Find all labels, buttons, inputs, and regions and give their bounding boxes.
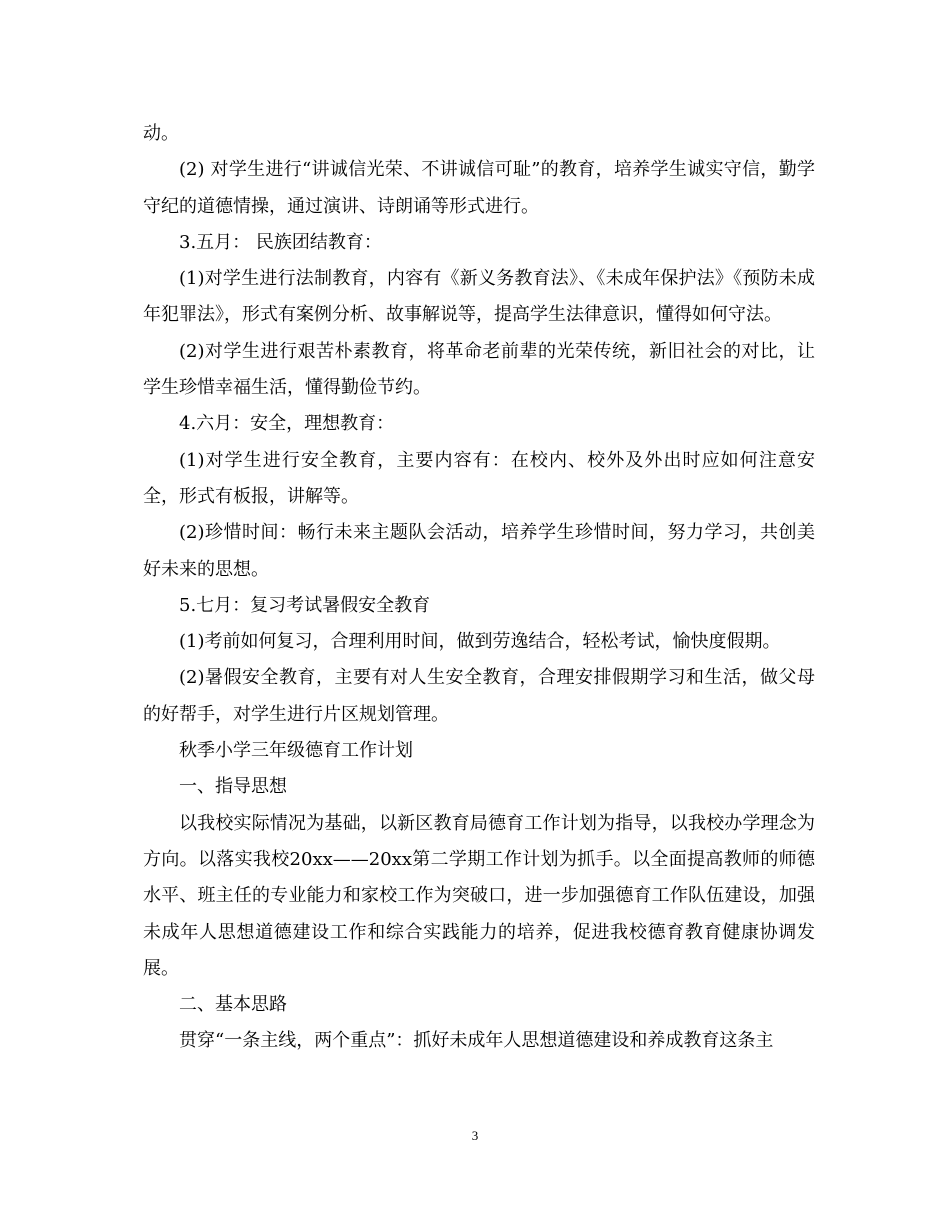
paragraph: 以我校实际情况为基础，以新区教育局德育工作计划为指导，以我校办学理念为方向。以落实我校20xx——20xx第二学期工作计划为抓手。以全面提高教师的师德水平、班主任的专业能力和家校工作为突破口，进一步加强德育工作队伍建设，加强未成年人思想道德建设工作和综合实践能力的培养，促进我校德育教育健康协调发展。 xyxy=(143,812,815,979)
section-heading-basic-approach: 二、基本思路 xyxy=(179,994,287,1016)
paragraph: (2)暑假安全教育，主要有对人生安全教育，合理安排假期学习和生活，做父母的好帮手，对学生进行片区规划管理。 xyxy=(143,667,815,725)
paragraph: (1)对学生进行安全教育，主要内容有：在校内、校外及外出时应如何注意安全，形式有板报，讲解等。 xyxy=(143,449,815,507)
paragraph: 贯穿“一条主线，两个重点”：抓好未成年人思想道德建设和养成教育这条主 xyxy=(179,1030,774,1052)
section-heading-may: 3.五月： 民族团结教育： xyxy=(179,231,382,253)
section-heading-june: 4.六月：安全，理想教育： xyxy=(179,413,395,435)
paragraph: (1)对学生进行法制教育，内容有《新义务教育法》、《未成年保护法》《预防未成年犯罪法》，形式有案例分析、故事解说等，提高学生法律意识，懂得如何守法。 xyxy=(143,268,815,326)
section-heading-guiding-ideology: 一、指导思想 xyxy=(179,776,287,798)
section-heading-july: 5.七月：复习考试暑假安全教育 xyxy=(179,594,431,616)
paragraph-continuation: 动。 xyxy=(143,123,179,144)
body-text xyxy=(143,116,815,1060)
paragraph: (1)考前如何复习，合理利用时间，做到劳逸结合，轻松考试，愉快度假期。 xyxy=(179,631,781,653)
paragraph: (2)对学生进行艰苦朴素教育，将革命老前辈的光荣传统，新旧社会的对比，让学生珍惜幸福生活，懂得勤俭节约。 xyxy=(143,340,815,399)
page-number: 3 xyxy=(471,1128,479,1143)
paragraph: (2)珍惜时间：畅行未来主题队会活动，培养学生珍惜时间，努力学习，共创美好未来的思想。 xyxy=(143,522,815,580)
paragraph: (2) 对学生进行“讲诚信光荣、不讲诚信可耻”的教育，培养学生诚实守信，勤学守纪的道德情操，通过演讲、诗朗诵等形式进行。 xyxy=(143,159,815,217)
document-title: 秋季小学三年级德育工作计划 xyxy=(179,740,413,762)
